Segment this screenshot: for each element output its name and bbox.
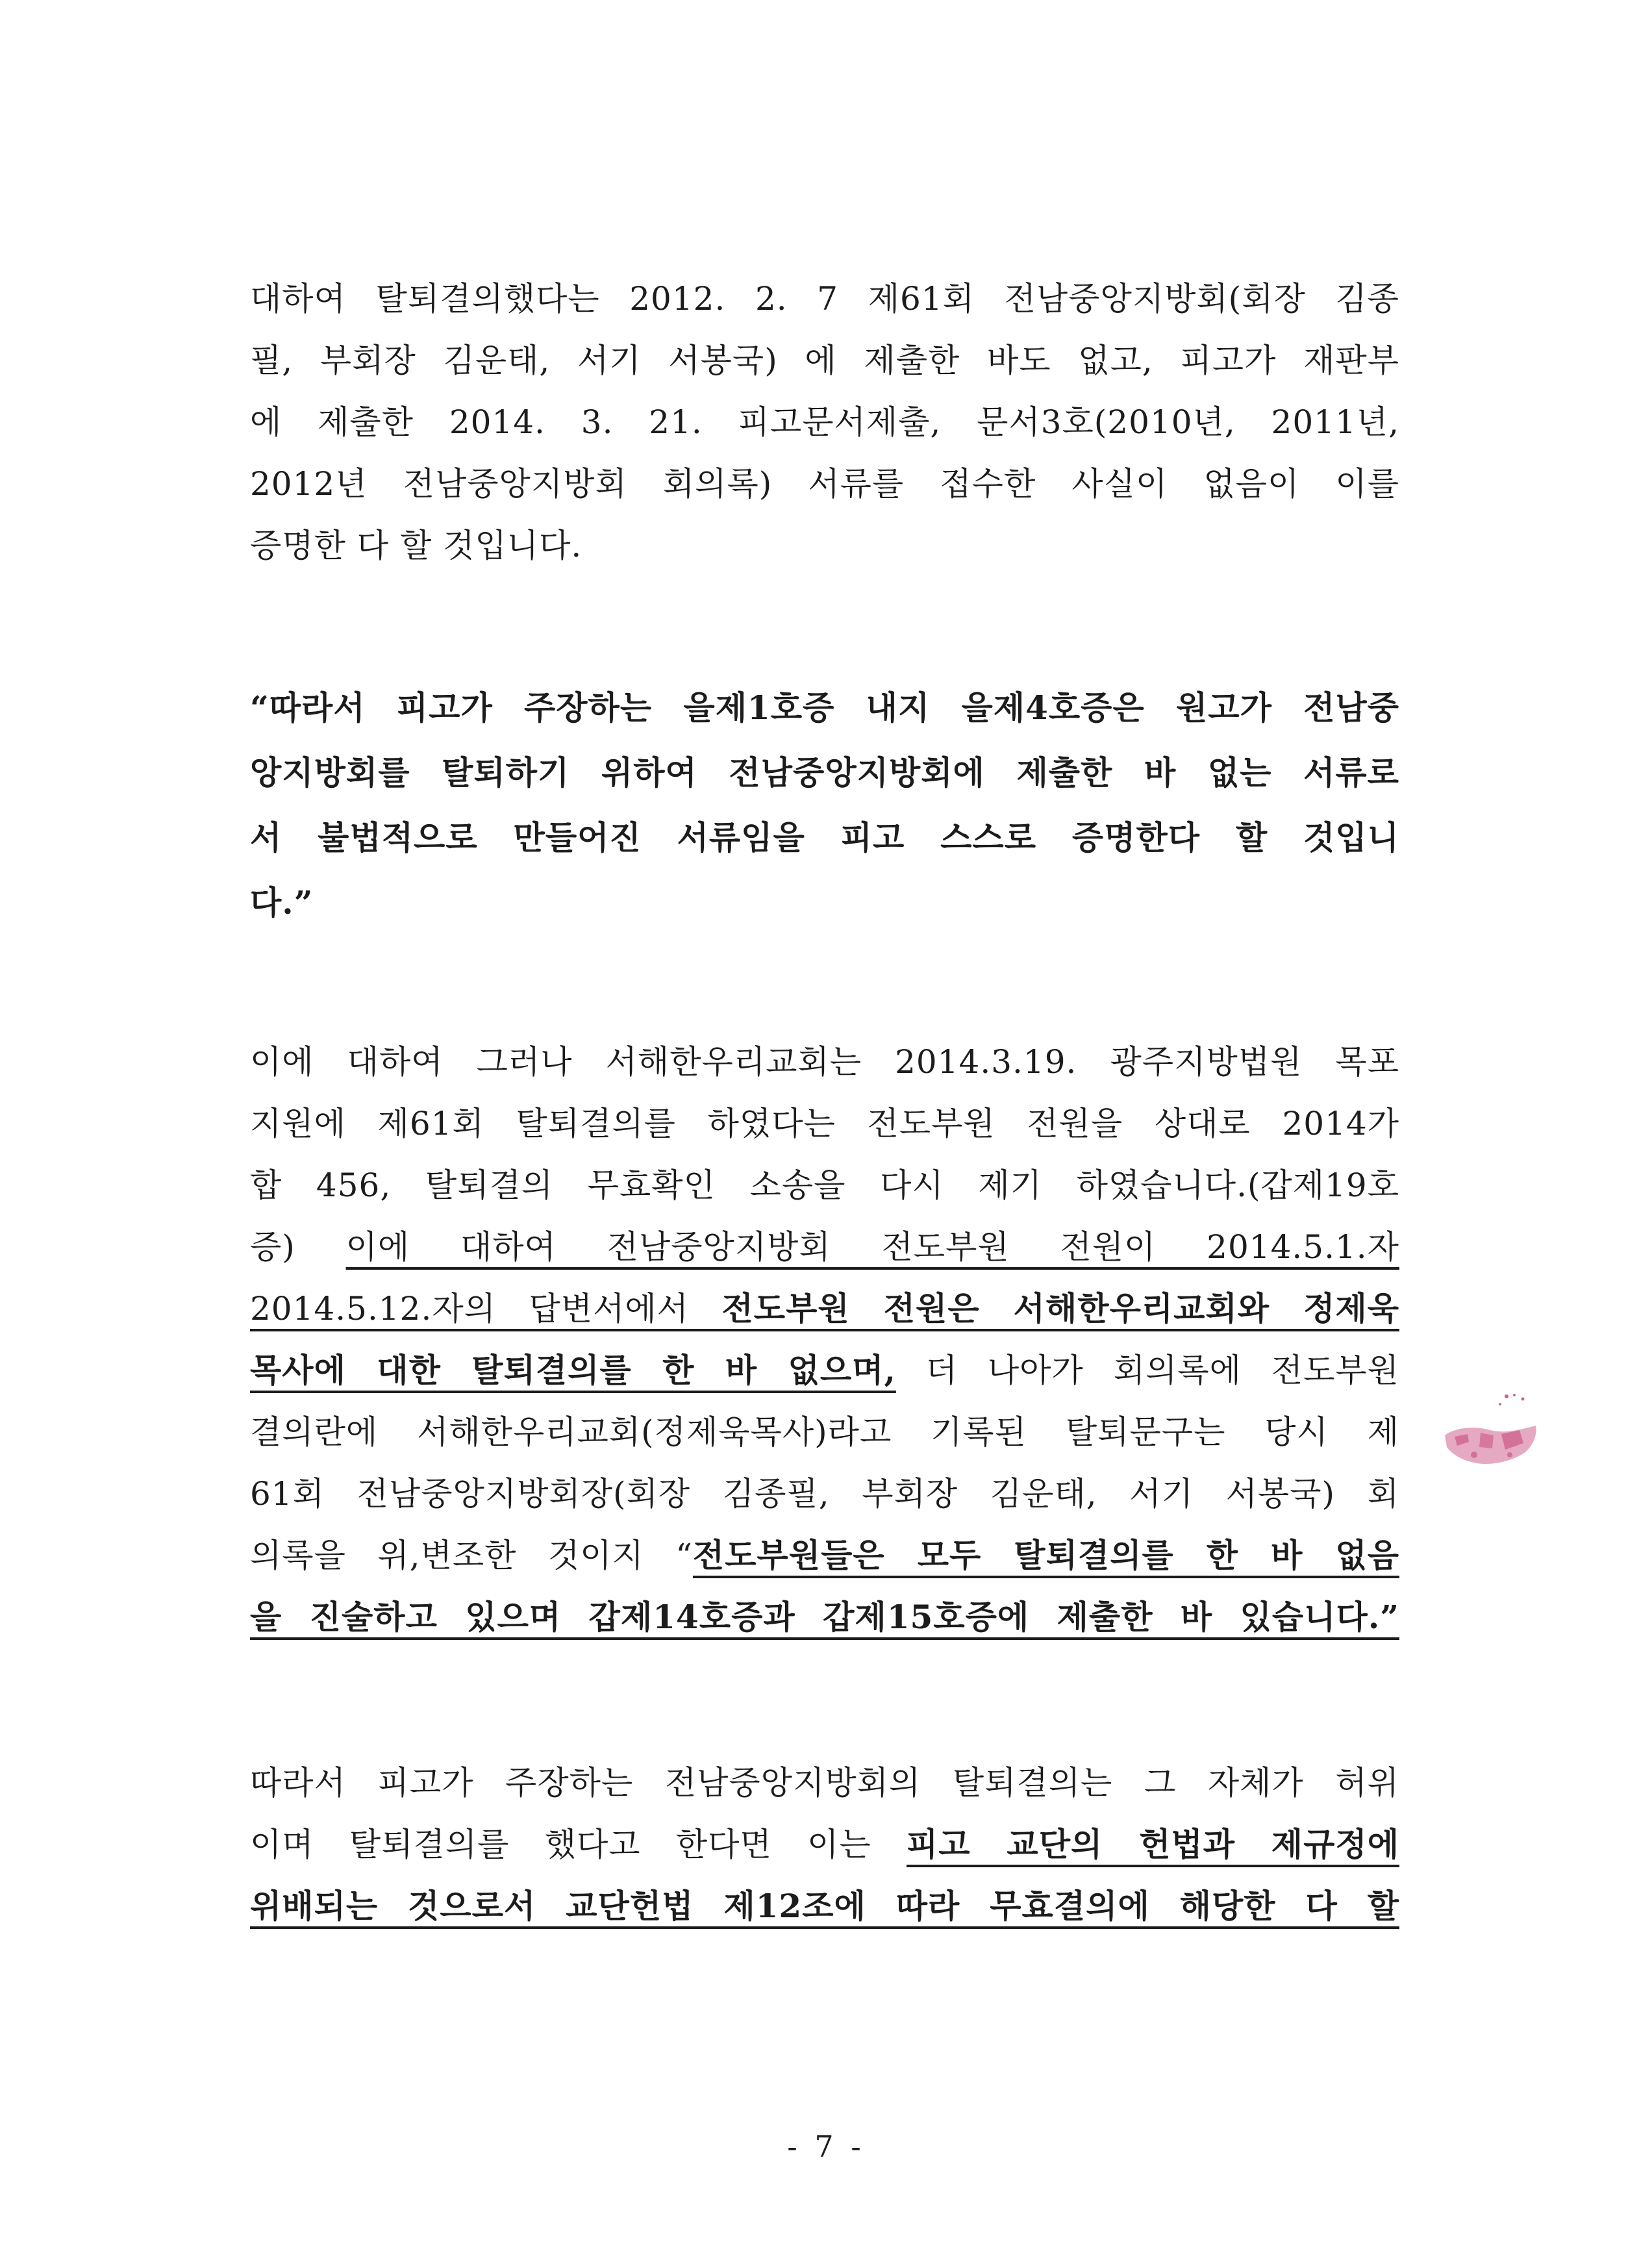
paragraph-2-line-3: 서 불법적으로 만들어진 서류임을 피고 스스로 증명한다 할 것입니 xyxy=(250,818,1399,857)
paragraph-3-line-3: 합 456, 탈퇴결의 무효확인 소송을 다시 제기 하였습니다.(갑제19호 xyxy=(250,1166,1399,1204)
text-segment: 더 나아가 회의록에 전도부원 xyxy=(895,1352,1399,1389)
paragraph-3-line-8: 61회 전남중앙지방회장(회장 김종필, 부회장 김운태, 서기 서봉국) 회 xyxy=(250,1475,1399,1513)
paragraph-1-line-4: 2012년 전남중앙지방회 회의록) 서류를 접수한 사실이 없음이 이를 xyxy=(250,465,1399,503)
paragraph-4-line-1: 따라서 피고가 주장하는 전남중앙지방회의 탈퇴결의는 그 자체가 허위 xyxy=(250,1764,1399,1802)
paragraph-4-line-3: 위배되는 것으로서 교단헌법 제12조에 따라 무효결의에 해당한 다 할 xyxy=(250,1887,1399,1925)
text-segment: 이며 탈퇴결의를 했다고 한다면 이는 xyxy=(250,1826,907,1863)
paragraph-3-line-6 xyxy=(250,1348,1399,1393)
underlined-bold-text: 피고 교단의 헌법과 제규정에 xyxy=(906,1825,1400,1863)
paragraph-2-line-2: 앙지방회를 탈퇴하기 위하여 전남중앙지방회에 제출한 바 없는 서류로 xyxy=(250,753,1399,792)
paragraph-2-line-4: 다.” xyxy=(250,883,314,922)
paragraph-1-line-1: 대하여 탈퇴결의했다는 2012. 2. 7 제61회 전남중앙지방회(회장 김종 xyxy=(250,280,1399,318)
text-segment: 의록을 위,변조한 것이지 “ xyxy=(250,1537,693,1574)
page-number: - 7 - xyxy=(787,2129,865,2164)
seal-stamp-mark xyxy=(1429,1390,1546,1474)
paragraph-3-line-2: 지원에 제61회 탈퇴결의를 하였다는 전도부원 전원을 상대로 2014가 xyxy=(250,1105,1399,1142)
text-segment: 증) xyxy=(250,1228,346,1266)
paragraph-3-line-5 xyxy=(250,1286,1399,1331)
underlined-bold-text: 전도부원 전원은 서해한우리교회와 정제욱 xyxy=(721,1289,1399,1328)
underlined-text: 2014.5.12.자의 답변서에서 xyxy=(250,1290,722,1328)
underlined-bold-text: 전도부원들은 모두 탈퇴결의를 한 바 없음 xyxy=(692,1536,1399,1574)
paragraph-3-line-10: 을 진술하고 있으며 갑제14호증과 갑제15호증에 제출한 바 있습니다.” xyxy=(250,1598,1399,1636)
paragraph-1-line-5: 증명한 다 할 것입니다. xyxy=(250,527,582,564)
underlined-text: 이에 대하여 전남중앙지방회 전도부원 전원이 2014.5.1.자 xyxy=(345,1228,1399,1266)
paragraph-2-line-1: “따라서 피고가 주장하는 을제1호증 내지 을제4호증은 원고가 전남중 xyxy=(250,688,1399,727)
paragraph-3-line-7: 결의란에 서해한우리교회(정제욱목사)라고 기록된 탈퇴문구는 당시 제 xyxy=(250,1413,1399,1451)
paragraph-1-line-2: 필, 부회장 김운태, 서기 서봉국) 에 제출한 바도 없고, 피고가 재판부 xyxy=(250,342,1399,379)
paragraph-3-line-9 xyxy=(250,1533,1399,1578)
paragraph-3-line-4 xyxy=(250,1224,1399,1270)
underlined-bold-text: 목사에 대한 탈퇴결의를 한 바 없으며, xyxy=(250,1351,896,1389)
paragraph-1-line-3: 에 제출한 2014. 3. 21. 피고문서제출, 문서3호(2010년, 2011년, xyxy=(250,403,1399,441)
paragraph-3-line-1: 이에 대하여 그러나 서해한우리교회는 2014.3.19. 광주지방법원 목포 xyxy=(250,1043,1399,1081)
paragraph-4-line-2 xyxy=(250,1822,1399,1867)
